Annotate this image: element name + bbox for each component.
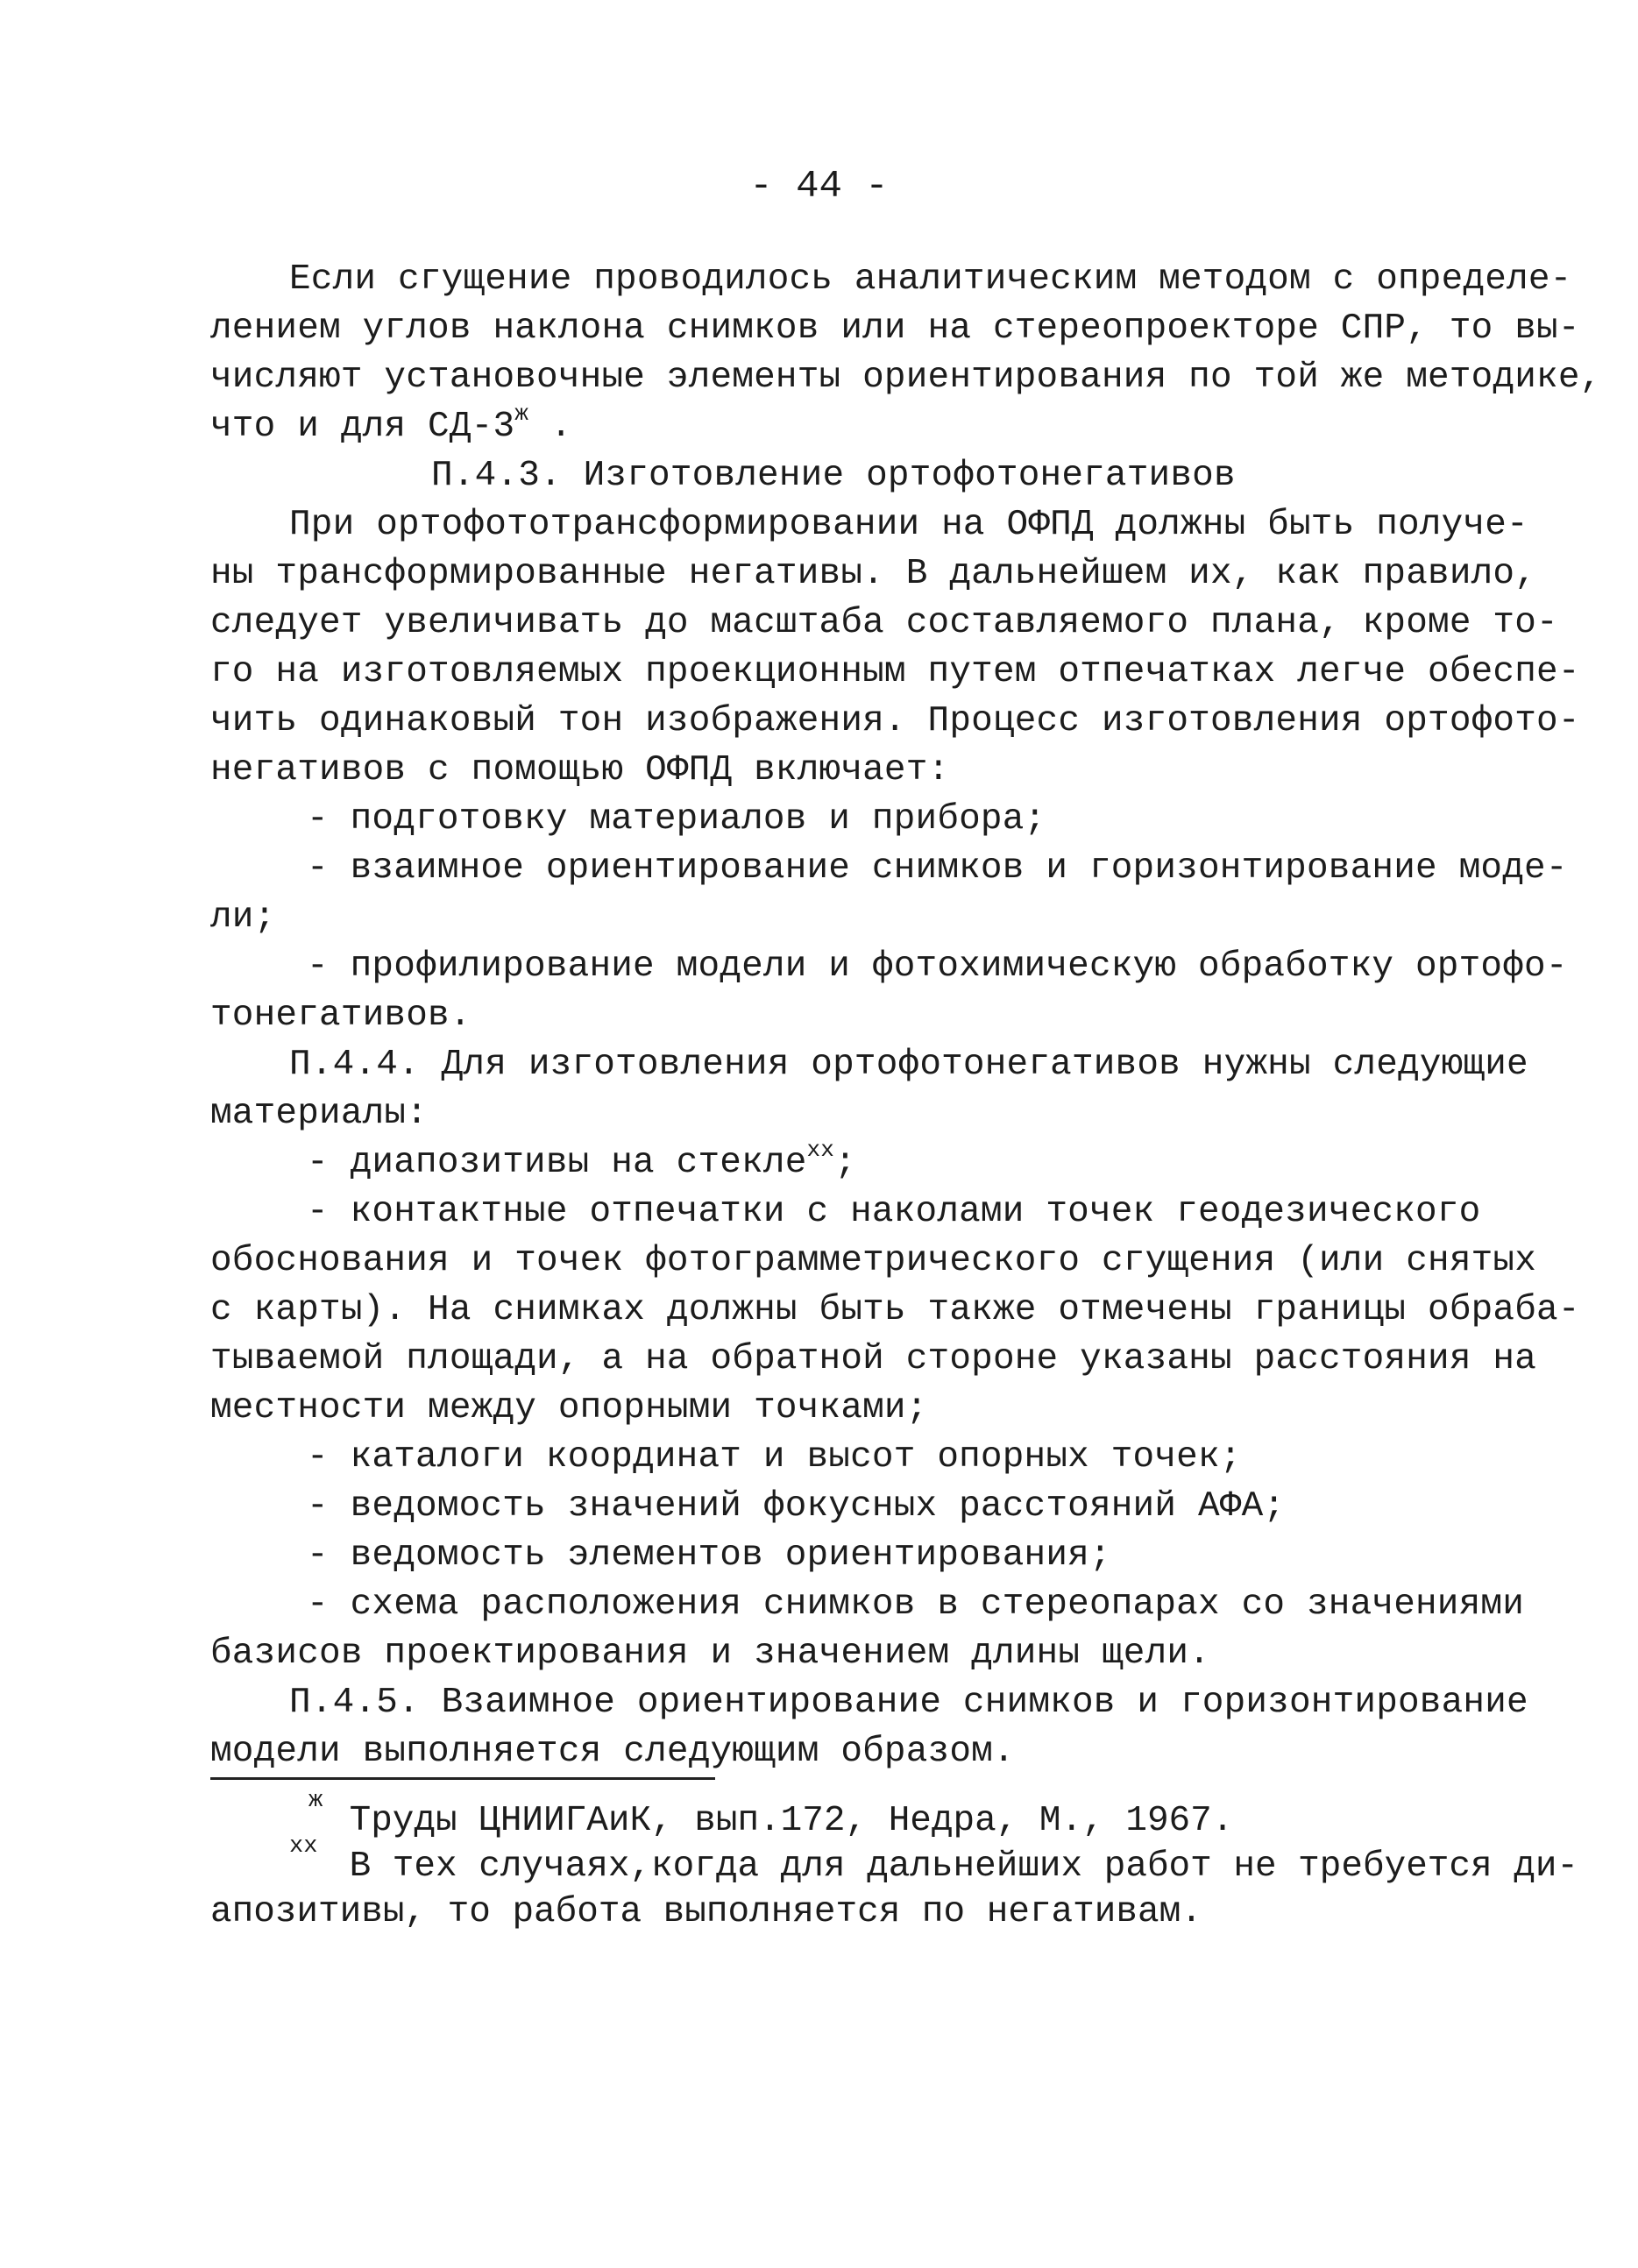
list-item-text: ; [834,1143,856,1183]
paragraph-line: П.4.5. Взаимное ориентирование снимков и горизонтирование [289,1683,1528,1723]
paragraph-line: ны трансформированные негативы. В дальнейшем их, как правило, [210,554,1537,594]
footnote-text: Труды ЦНИИГАиК, вып.172, Недра, М., 1967. [328,1801,1234,1841]
footnote-divider [210,1777,715,1780]
footnote-mark: ж [308,1788,323,1814]
paragraph-line: Если сгущение проводилось аналитическим методом с определе- [289,259,1572,300]
list-item: - контактные отпечатки с наколами точек геодезического [307,1192,1481,1232]
list-item: - схема расположения снимков в стереопарах со значениями [307,1584,1525,1625]
list-item-continuation: обоснования и точек фотограмметрического сгущения (или снятых [210,1241,1537,1281]
list-item: - взаимное ориентирование снимков и горизонтирование моде- [307,848,1568,889]
footnote-mark: хх [289,1833,318,1860]
list-item [307,1138,856,1187]
list-item: - каталоги координат и высот опорных точек; [307,1437,1242,1478]
paragraph-line: При ортофототрансформировании на ОФПД должны быть получе- [289,505,1528,545]
list-item: - подготовку материалов и прибора; [307,799,1046,840]
footnote-text: В тех случаях,когда для дальнейших работ не требуется ди- [328,1846,1579,1887]
list-item-continuation: базисов проектирования и значением длины щели. [210,1634,1210,1674]
list-item-continuation: с карты). На снимках должны быть также отмечены границы обраба- [210,1290,1580,1330]
paragraph-text: . [528,407,572,447]
list-item-continuation: ли; [210,897,276,938]
list-item: - ведомость элементов ориентирования; [307,1535,1111,1576]
footnote-mark: хх [806,1137,835,1163]
footnote-text: апозитивы, то работа выполняется по негативам. [210,1892,1202,1932]
list-item: - ведомость значений фокусных расстояний АФА; [307,1486,1286,1527]
list-item-continuation: тонегативов. [210,996,472,1036]
paragraph-line: чить одинаковый тон изображения. Процесс изготовления ортофото- [210,701,1580,741]
footnote-mark: ж [514,400,529,427]
page-number: - 44 - [749,165,889,209]
paragraph-line: лением углов наклона снимков или на стереопроекторе СПР, то вы- [210,308,1580,349]
paragraph-line: модели выполняется следующим образом. [210,1732,1015,1772]
list-item-text: - диапозитивы на стекле [307,1143,807,1183]
list-item-continuation: местности между опорными точками; [210,1388,928,1428]
paragraph-text: что и для СД-3 [210,407,515,447]
paragraph-line: негативов с помощью ОФПД включает: [210,750,950,790]
paragraph-line: числяют установочные элементы ориентирования по той же методике, [210,358,1602,398]
paragraph-line: следует увеличивать до масштаба составляемого плана, кроме то- [210,603,1558,643]
list-item-continuation: тываемой площади, а на обратной стороне указаны расстояния на [210,1339,1537,1379]
paragraph-line: материалы: [210,1094,429,1134]
paragraph-line: П.4.4. Для изготовления ортофотонегативов нужны следующие [289,1045,1528,1085]
list-item: - профилирование модели и фотохимическую обработку ортофо- [307,946,1568,987]
paragraph-line [210,402,572,451]
paragraph-line: го на изготовляемых проекционным путем отпечатках легче обеспе- [210,652,1580,692]
section-heading: П.4.3. Изготовление ортофотонегативов [431,456,1236,496]
